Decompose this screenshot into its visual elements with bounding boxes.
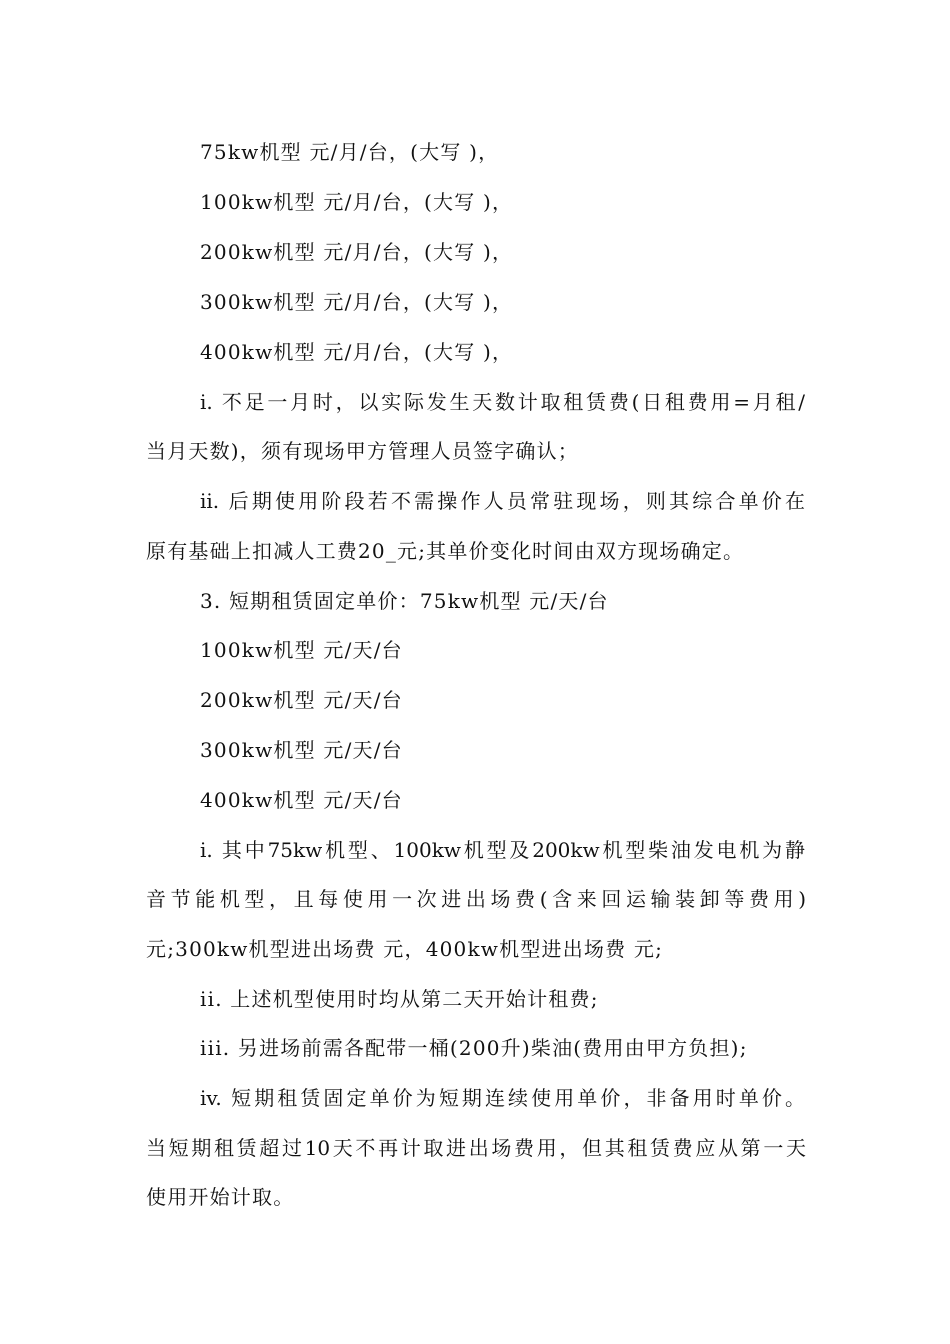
note-i-line1: i. 不足一月时，以实际发生天数计取租赁费(日租费用=月租/ (200, 390, 805, 414)
daily-rate-200kw: 200kw机型 元/天/台 (200, 688, 403, 712)
short-note-iv-line1: iv. 短期租赁固定单价为短期连续使用单价，非备用时单价。 (200, 1086, 805, 1110)
monthly-rate-200kw: 200kw机型 元/月/台，(大写 )， (200, 240, 514, 264)
short-note-iv-line3: 使用开始计取。 (146, 1185, 295, 1209)
monthly-rate-100kw: 100kw机型 元/月/台，(大写 )， (200, 190, 514, 214)
short-note-ii: ii. 上述机型使用时均从第二天开始计租费; (200, 987, 599, 1011)
note-i-line2: 当月天数)，须有现场甲方管理人员签字确认； (146, 439, 580, 463)
daily-rate-400kw: 400kw机型 元/天/台 (200, 788, 403, 812)
monthly-rate-300kw: 300kw机型 元/月/台，(大写 )， (200, 290, 514, 314)
note-ii-line1: ii. 后期使用阶段若不需操作人员常驻现场，则其综合单价在 (200, 489, 805, 513)
note-ii-line2: 原有基础上扣减人工费20_元;其单价变化时间由双方现场确定。 (146, 539, 745, 563)
monthly-rate-400kw: 400kw机型 元/月/台，(大写 )， (200, 340, 514, 364)
short-note-i-line1: i. 其中75kw机型、100kw机型及200kw机型柴油发电机为静 (200, 838, 805, 862)
short-note-i-line3: 元;300kw机型进出场费 元，400kw机型进出场费 元; (146, 937, 664, 961)
short-note-i-line2: 音节能机型，且每使用一次进出场费(含来回运输装卸等费用) (146, 887, 806, 911)
daily-rate-300kw: 300kw机型 元/天/台 (200, 738, 403, 762)
short-note-iv-line2: 当短期租赁超过10天不再计取进出场费用，但其租赁费应从第一天 (146, 1136, 806, 1160)
monthly-rate-75kw: 75kw机型 元/月/台，(大写 )， (200, 140, 500, 164)
short-term-heading: 3. 短期租赁固定单价：75kw机型 元/天/台 (200, 589, 609, 613)
daily-rate-100kw: 100kw机型 元/天/台 (200, 638, 403, 662)
short-note-iii: iii. 另进场前需各配带一桶(200升)柴油(费用由甲方负担); (200, 1036, 748, 1060)
